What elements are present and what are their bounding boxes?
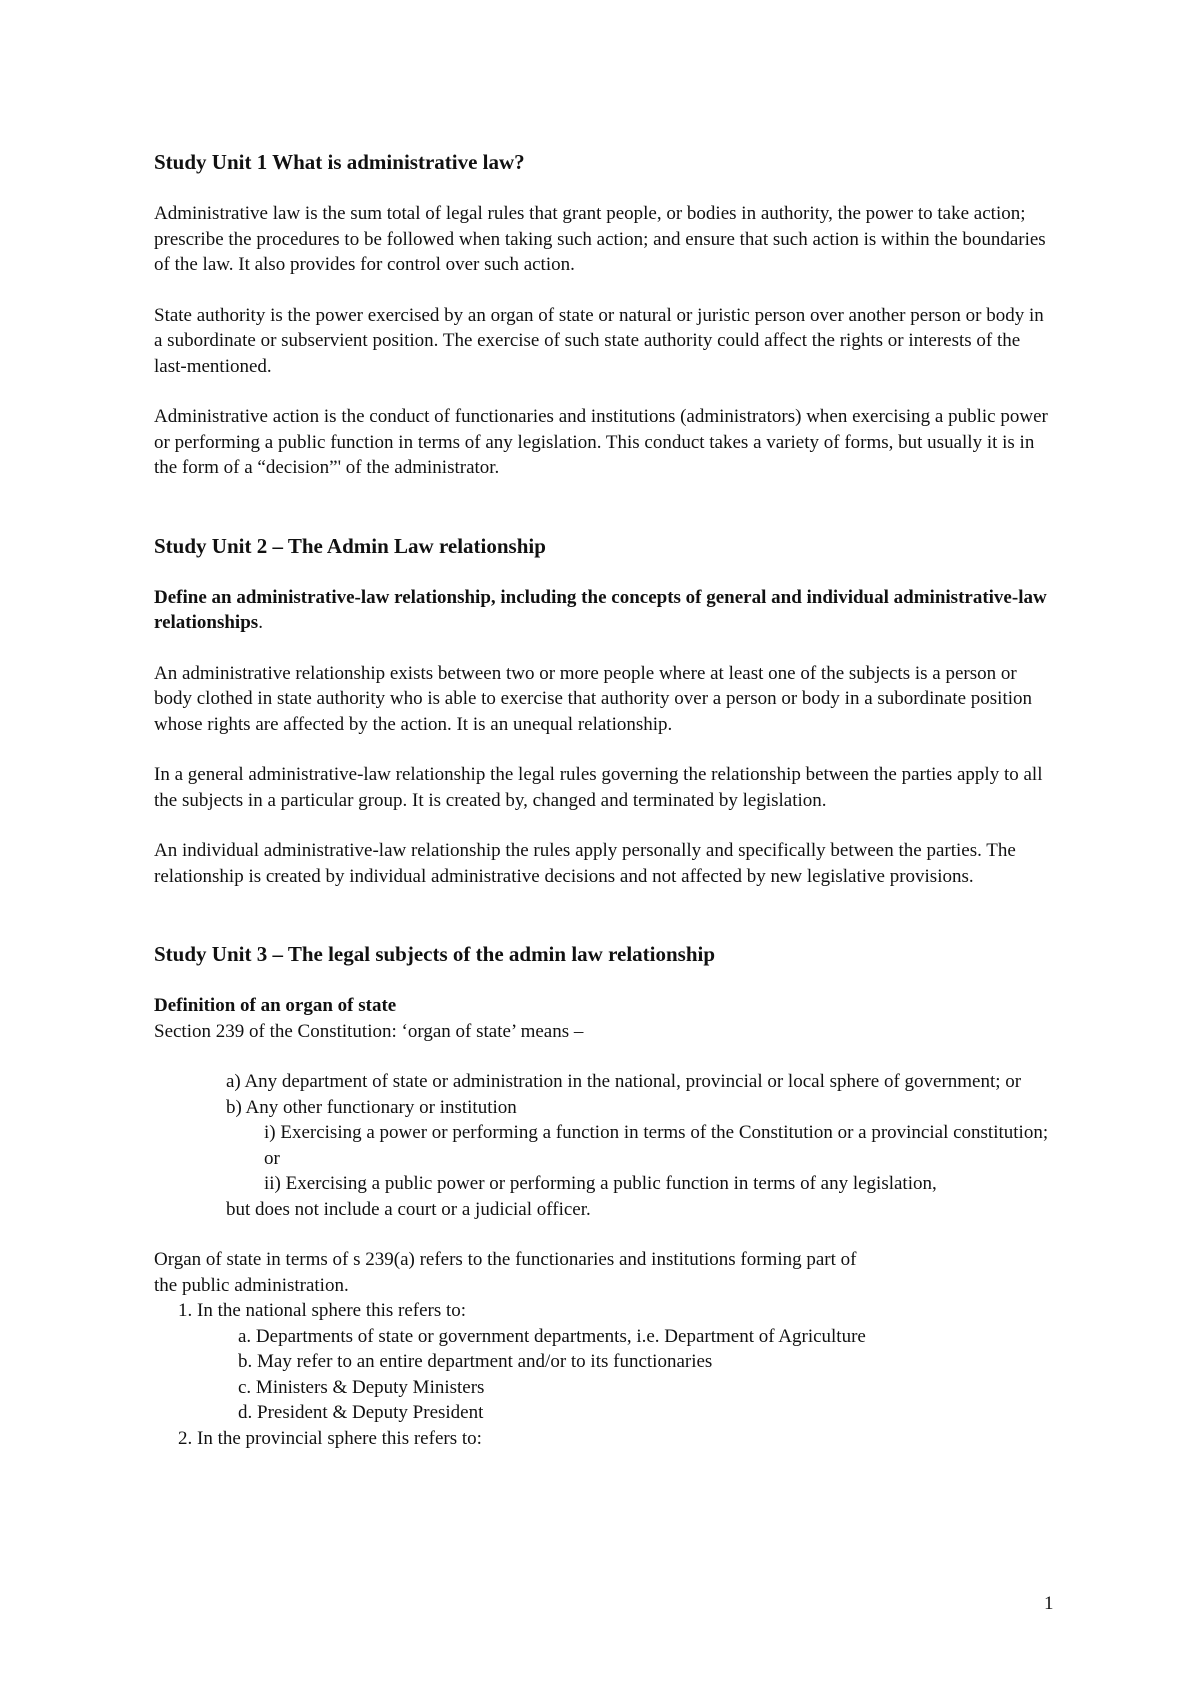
unit2-paragraph-2: In a general administrative-law relationship the legal rules governing the relationship between the parties apply to all the subjects in a particular group. It is created by, changed and terminated by legislation. xyxy=(154,764,1043,811)
unit3-intro: Section 239 of the Constitution: ‘organ of state’ means – xyxy=(154,1020,584,1042)
list-item-national: 1. In the national sphere this refers to: xyxy=(178,1300,467,1321)
unit2-subheading: Define an administrative-law relationship, including the concepts of general and individual administrative-law relationships xyxy=(154,586,1047,633)
list-subitem: d. President & Deputy President xyxy=(238,1402,484,1423)
definition-item-b: b) Any other functionary or institution xyxy=(226,1096,517,1118)
organ-intro-line-1: Organ of state in terms of s 239(a) refers to the functionaries and institutions forming part of xyxy=(154,1249,857,1270)
unit2-paragraph-3: An individual administrative-law relationship the rules apply personally and specifically between the parties. The relationship is created by individual administrative decisions and not affected by new legislative provisions. xyxy=(154,840,1016,887)
list-subitem: c. Ministers & Deputy Ministers xyxy=(238,1376,485,1398)
definition-item-a: a) Any department of state or administration in the national, provincial or local sphere of government; or xyxy=(226,1071,1022,1092)
organ-intro-line-2: the public administration. xyxy=(154,1274,349,1296)
unit2-paragraph-1: An administrative relationship exists between two or more people where at least one of the subjects is a person or body clothed in state authority who is able to exercise that authority over a person or body in a subordinate position whose rights are affected by the action. It is an unequal relationship. xyxy=(154,662,1033,735)
definition-item-b-ii: ii) Exercising a public power or performing a public function in terms of any legislation, xyxy=(264,1173,937,1194)
unit3-heading: Study Unit 3 – The legal subjects of the admin law relationship xyxy=(154,942,716,966)
unit2-subheading-period: . xyxy=(258,612,263,633)
unit2-subheading-block xyxy=(154,585,1054,636)
unit3-subheading: Definition of an organ of state xyxy=(154,995,397,1016)
unit1-heading: Study Unit 1 What is administrative law? xyxy=(154,150,525,174)
list-item-provincial: 2. In the provincial sphere this refers to: xyxy=(178,1427,482,1449)
unit2-heading: Study Unit 2 – The Admin Law relationship xyxy=(154,533,546,558)
unit1-paragraph-3: Administrative action is the conduct of functionaries and institutions (administrators) when exercising a public power or performing a public function in terms of any legislation. This conduct takes a variety of forms, but usually it is in the form of a “decision”' of the administrator. xyxy=(154,406,1048,478)
unit1-paragraph-1: Administrative law is the sum total of legal rules that grant people, or bodies in authority, the power to take action; prescribe the procedures to be followed when taking such action; and ensure that such action is within the boundaries of the law. It also provides for control over such action. xyxy=(154,203,1046,275)
definition-item-b-tail: but does not include a court or a judicial officer. xyxy=(226,1198,591,1220)
page-number: 1 xyxy=(1044,1593,1054,1614)
list-subitem: b. May refer to an entire department and/or to its functionaries xyxy=(238,1351,713,1372)
unit1-paragraph-2: State authority is the power exercised by an organ of state or natural or juristic person over another person or body in a subordinate or subservient position. The exercise of such state authority could affect the rights or interests of the last-mentioned. xyxy=(154,304,1044,377)
page-content xyxy=(154,148,1054,1451)
definition-item-b-i: i) Exercising a power or performing a function in terms of the Constitution or a provincial constitution; or xyxy=(264,1122,1049,1169)
list-subitem: a. Departments of state or government departments, i.e. Department of Agriculture xyxy=(238,1325,866,1347)
